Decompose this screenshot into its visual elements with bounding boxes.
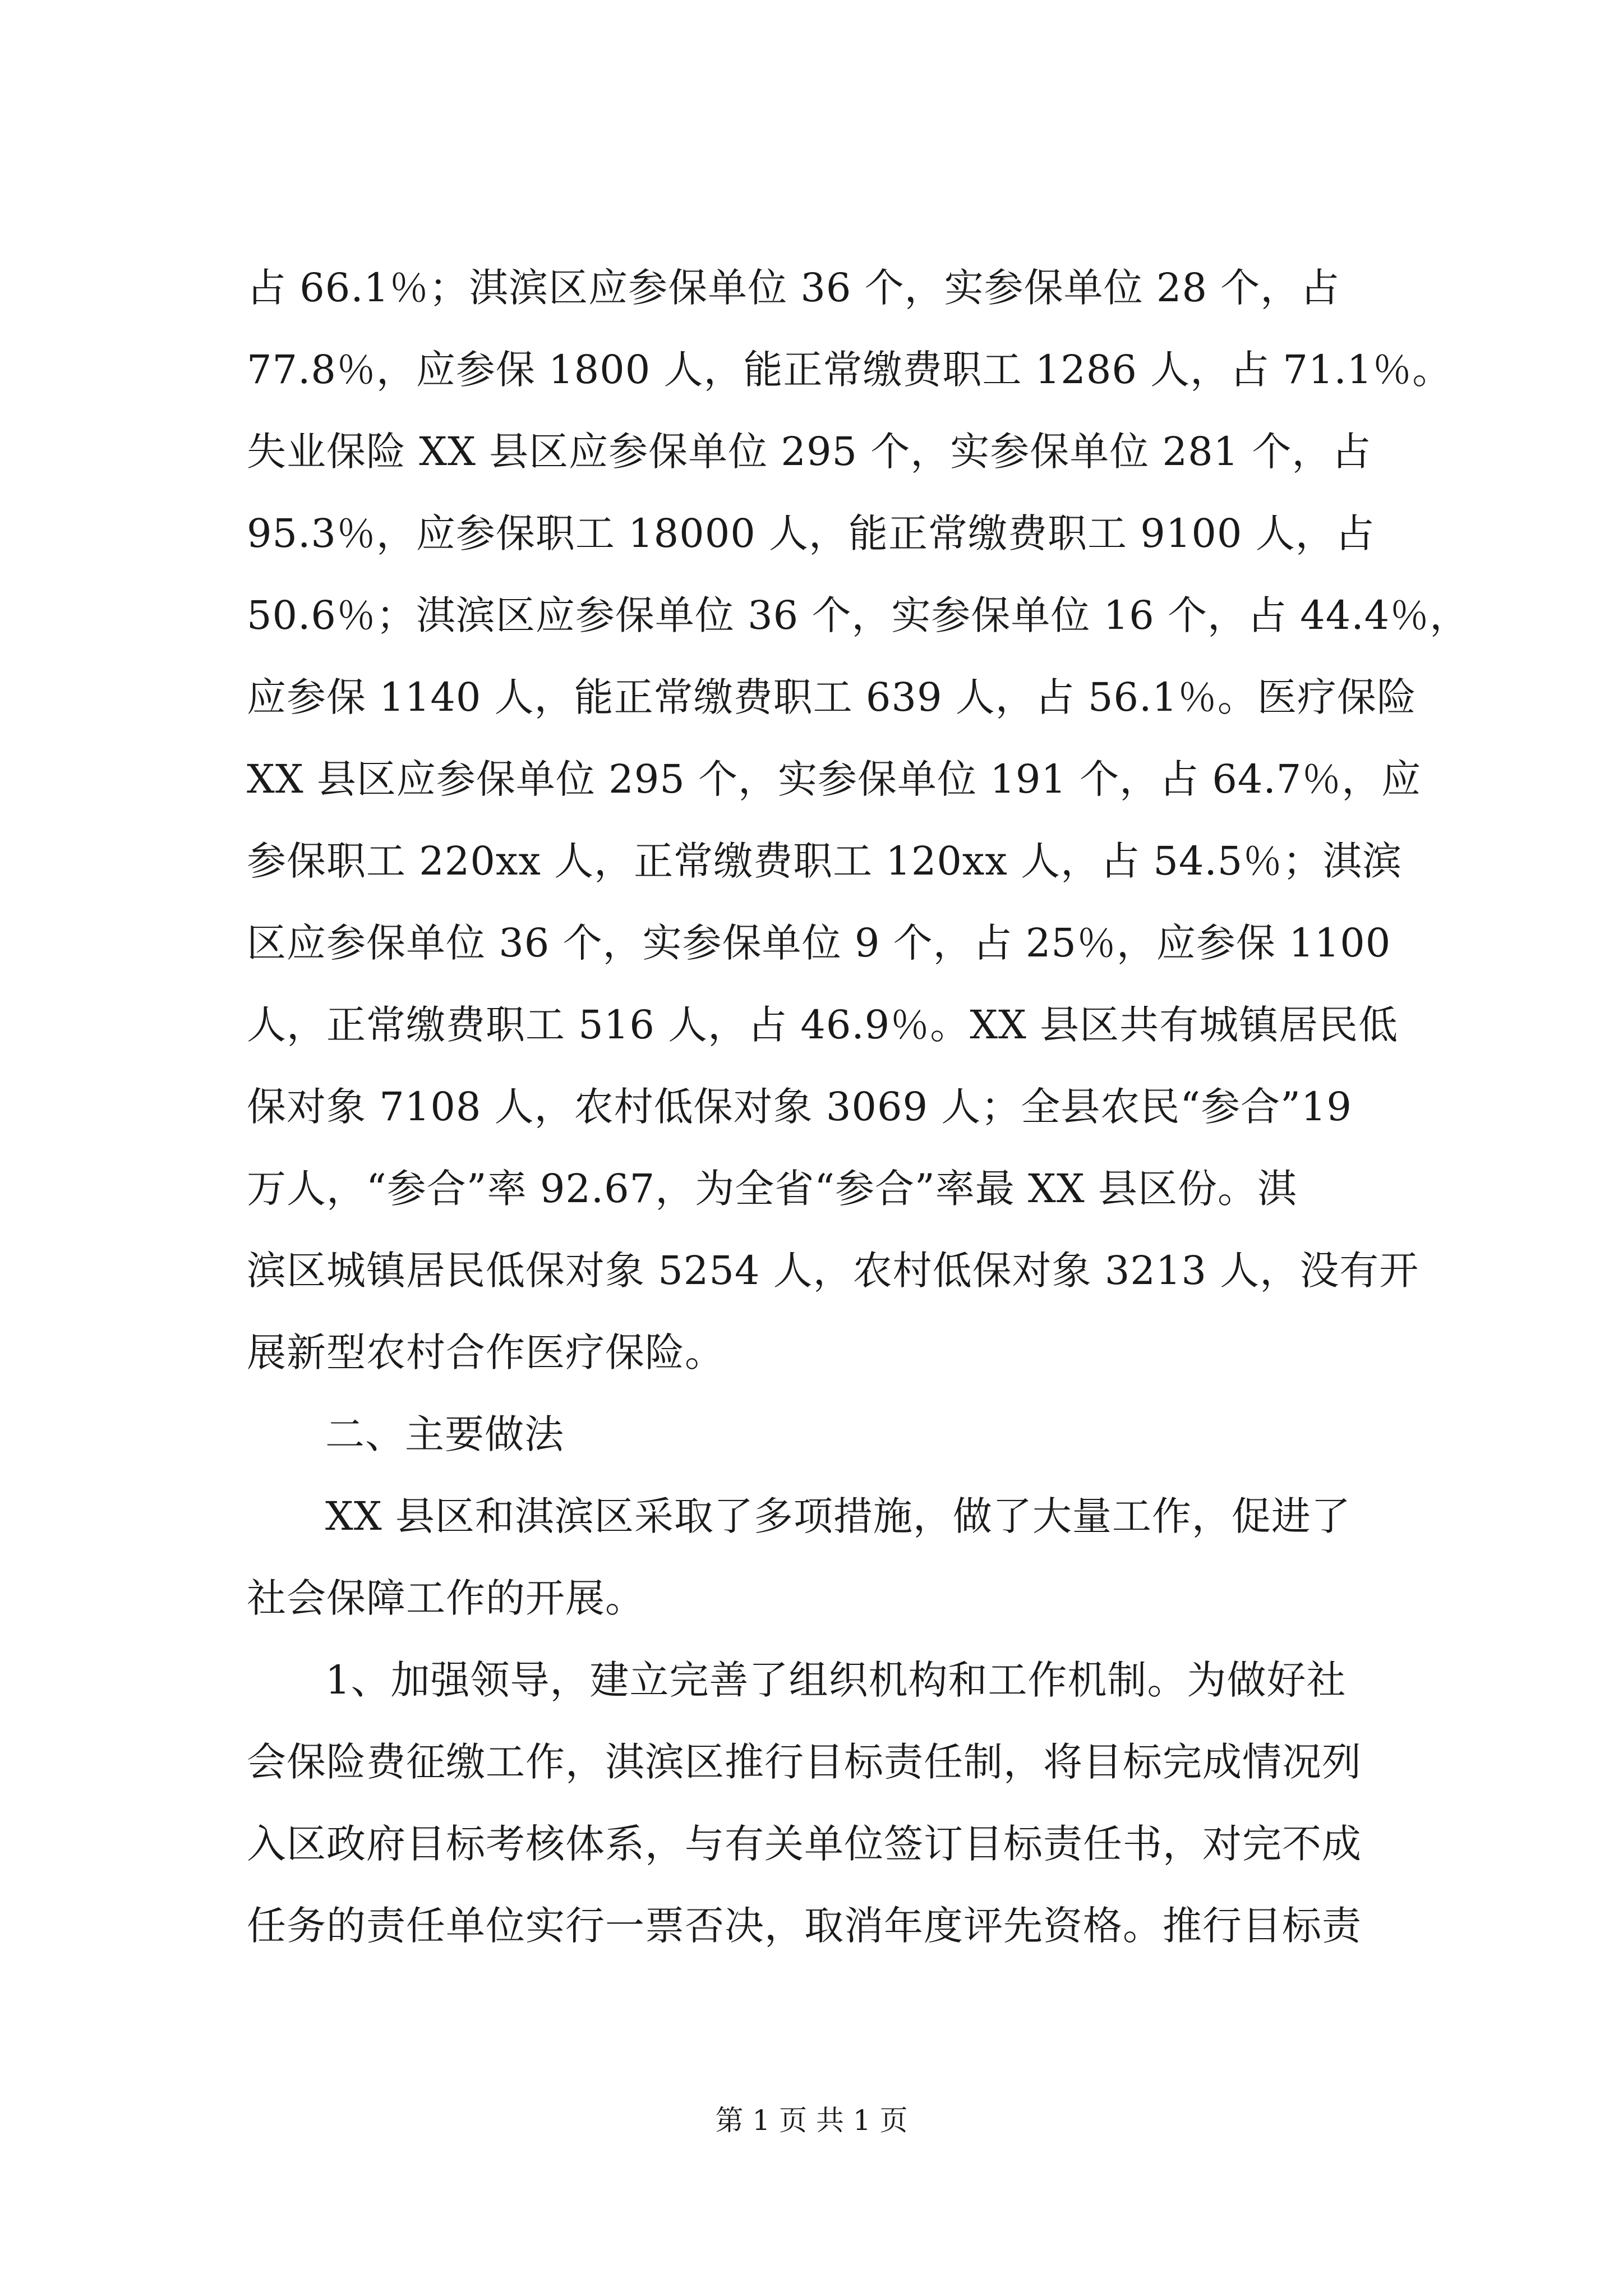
- page-footer: 第 1 页 共 1 页: [715, 2104, 908, 2137]
- text-line: 任务的责任单位实行一票否决，取消年度评先资格。推行目标责: [247, 1903, 1362, 1949]
- text-line: 展新型农村合作医疗保险。: [247, 1329, 725, 1375]
- text-line: 1、加强领导，建立完善了组织机构和工作机制。为做好社: [325, 1657, 1347, 1703]
- text-line: 入区政府目标考核体系，与有关单位签订目标责任书，对完不成: [247, 1821, 1362, 1867]
- text-line: 滨区城镇居民低保对象 5254 人，农村低保对象 3213 人，没有开: [247, 1248, 1419, 1294]
- text-line: 95.3％，应参保职工 18000 人，能正常缴费职工 9100 人，占: [247, 510, 1375, 556]
- text-line: 77.8％，应参保 1800 人，能正常缴费职工 1286 人，占 71.1％。: [247, 347, 1453, 393]
- text-line: 参保职工 220xx 人，正常缴费职工 120xx 人，占 54.5％；淇滨: [247, 838, 1403, 884]
- text-line: 失业保险 XX 县区应参保单位 295 个，实参保单位 281 个，占: [247, 429, 1372, 475]
- text-line: XX 县区应参保单位 295 个，实参保单位 191 个，占 64.7％，应: [247, 756, 1422, 802]
- text-line: XX 县区和淇滨区采取了多项措施，做了大量工作，促进了: [325, 1493, 1351, 1539]
- text-line: 区应参保单位 36 个，实参保单位 9 个，占 25％，应参保 1100: [247, 920, 1391, 966]
- text-line: 万人，“参合”率 92.67，为全省“参合”率最 XX 县区份。淇: [247, 1166, 1297, 1212]
- section-heading: 二、主要做法: [325, 1411, 564, 1457]
- text-line: 会保险费征缴工作，淇滨区推行目标责任制，将目标完成情况列: [247, 1739, 1362, 1785]
- text-line: 保对象 7108 人，农村低保对象 3069 人；全县农民“参合”19: [247, 1084, 1352, 1130]
- text-line: 社会保障工作的开展。: [247, 1575, 645, 1621]
- text-line: 50.6％；淇滨区应参保单位 36 个，实参保单位 16 个，占 44.4％，: [247, 592, 1470, 638]
- document-body: [247, 247, 1481, 1967]
- text-line: 人，正常缴费职工 516 人，占 46.9％。XX 县区共有城镇居民低: [247, 1002, 1399, 1048]
- text-line: 应参保 1140 人，能正常缴费职工 639 人，占 56.1％。医疗保险: [247, 674, 1417, 720]
- text-line: 占 66.1％；淇滨区应参保单位 36 个，实参保单位 28 个，占: [247, 265, 1340, 311]
